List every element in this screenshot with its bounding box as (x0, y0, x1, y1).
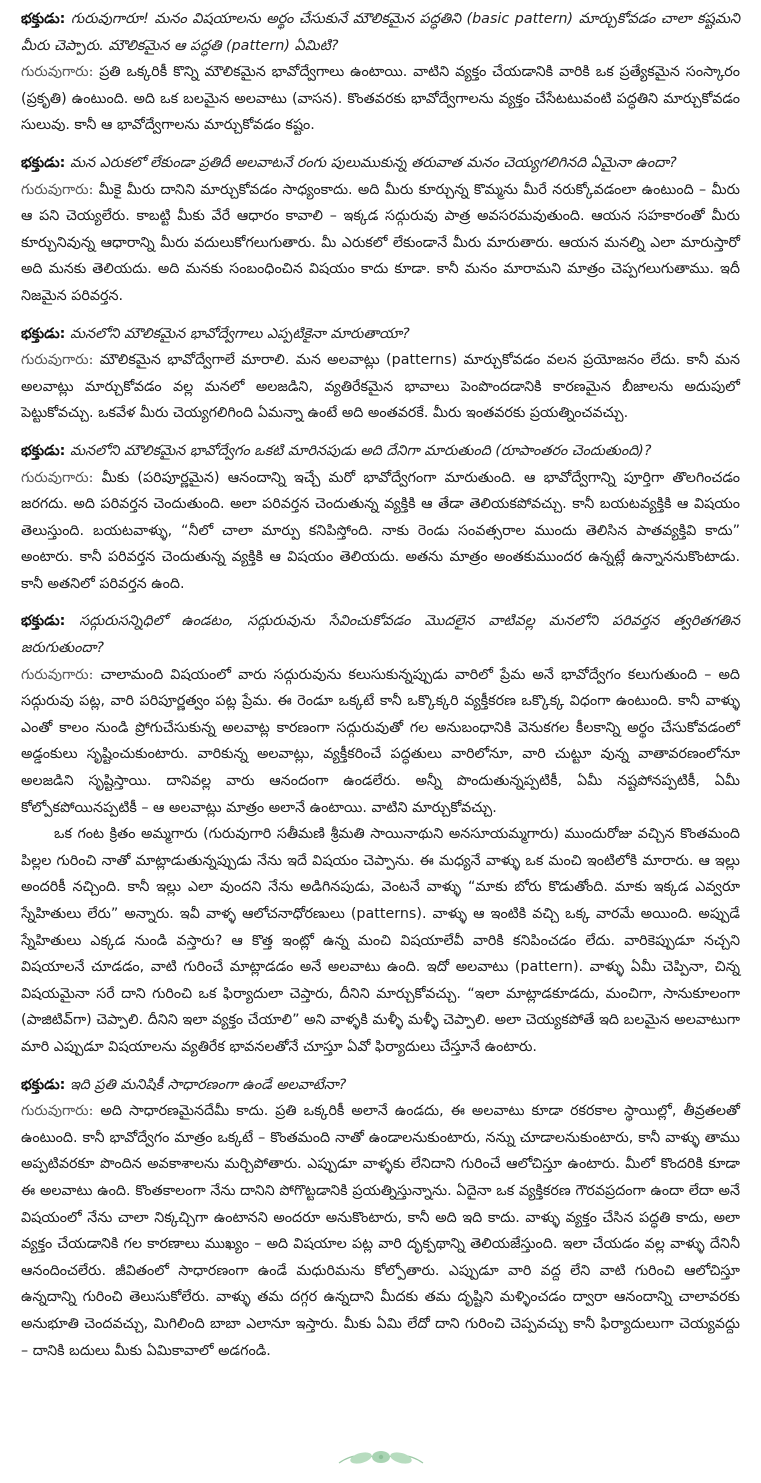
guru-label: గురువుగారు: (21, 1103, 94, 1120)
guru-answer (21, 177, 740, 310)
devotee-label: భక్తుడు: (21, 613, 66, 630)
leaf-ornament-icon (331, 1447, 431, 1471)
qa-section-5 (21, 608, 740, 1060)
devotee-label: భక్తుడు: (21, 442, 66, 459)
guru-answer (21, 347, 740, 427)
question-text: మనలోని మౌలికమైన భావోద్వేగం ఒకటి మారినపుడు అది దేనిగా మారుతుంది (రూపాంతరం చెందుతుంది)? (69, 442, 652, 459)
devotee-label: భక్తుడు: (21, 11, 66, 27)
qa-section-4 (21, 438, 740, 598)
devotee-question (21, 1072, 740, 1099)
devotee-question (21, 150, 740, 177)
guru-label: గురువుగారు: (21, 64, 94, 81)
question-text: సద్గురుసన్నిధిలో ఉండటం, సద్గురువును సేవించుకోవడం మొదలైన వాటివల్ల మనలోని పరివర్తన త్వరితగతిన జరుగుతుందా? (21, 613, 741, 657)
guru-label: గురువుగారు: (21, 181, 94, 198)
guru-label: గురువుగారు: (21, 352, 94, 369)
devotee-label: భక్తుడు: (21, 154, 66, 171)
devotee-label: భక్తుడు: (21, 325, 66, 342)
devotee-question (21, 438, 740, 465)
guru-answer (21, 59, 740, 139)
devotee-question (21, 6, 740, 59)
guru-label: గురువుగారు: (21, 666, 94, 683)
question-text: మనలోని మౌలికమైన భావోద్వేగాలు ఎప్పటికైనా మారుతాయా? (69, 325, 410, 342)
devotee-label: భక్తుడు: (21, 1076, 66, 1093)
answer-text: మీకు (పరిపూర్ణమైన) ఆనందాన్ని ఇచ్చే మరో భావోద్వేగంగా మారుతుంది. ఆ భావోద్వేగాన్ని పూర్తిగా తొలగించడం జరగదు. అది పరివర్తన చెందుతుంది. అలా పరివర్తన చెందుతున్న వ్యక్తికి ఆ తేడా తెలియకపోవచ్చు. కానీ బయటవ్యక్తికి ఆ విషయం తెలుస్తుంది. బయటవాళ్ళు, “నీలో చాలా మార్పు కనిపిస్తోంది. నాకు రెండు సంవత్సరాల ముందు తెలిసిన పాతవ్యక్తివి కాదు” అంటారు. కానీ పరివర్తన చెందుతున్న వ్యక్తికి ఆ విషయం తెలియదు. అతను మాత్రం అంతకుముందర ఉన్నట్లే ఉన్నాననుకొంటాడు. కానీ అతనిలో పరివర్తన ఉంది. (21, 469, 741, 592)
guru-answer (21, 1098, 740, 1364)
qa-section-6 (21, 1072, 740, 1365)
qa-section-2 (21, 150, 740, 310)
qa-section-1 (21, 6, 740, 139)
devotee-question (21, 608, 740, 661)
question-text: మన ఎరుకలో లేకుండా ప్రతిదీ అలవాటనే రంగు పులుముకున్న తరువాత మనం చెయ్యగలిగినది ఏమైనా ఉందా? (69, 154, 677, 171)
guru-label: గురువుగారు: (21, 469, 94, 486)
answer-text: చాలామంది విషయంలో వారు సద్గురువును కలుసుకున్నప్పుడు వారిలో ప్రేమ అనే భావోద్వేగం కలుగుతుంది – అది సద్గురువు పట్ల, వారి పరిపూర్ణత్వం పట్ల ప్రేమ. ఈ రెండూ ఒక్కటే కానీ ఒక్కొక్కరి వ్యక్తీకరణ ఒక్కొక్క విధంగా ఉంటుంది. కానీ వాళ్ళు ఎంతో కాలం నుండి ప్రోగుచేసుకున్న అలవాట్ల కారణంగా సద్గురువుతో గల అనుబంధానికి వెనుకగల కీలకాన్ని అర్థం చేసుకోవడంలో అడ్డంకులు సృష్టించుకుంటారు. వారికున్న అలవాట్లు, వ్యక్తీకరించే పద్ధతులు వారిలోనూ, వారి చుట్టూ వున్న వాతావరణంలోనూ అలజడిని సృష్టిస్తాయి. దానివల్ల వారు ఆనందంగా ఉండలేరు. అన్నీ పొందుతున్నప్పటికీ, ఏమీ నష్టపోనప్పటికీ, ఏమీ కోల్పోకపోయినప్పటికీ – ఆ అలవాట్లు మాత్రం అలానే ఉంటాయి. వాటిని మార్చుకోవచ్చు. (21, 666, 740, 816)
question-text: ఇది ప్రతి మనిషికీ సాధారణంగా ఉండే అలవాటేనా? (69, 1076, 347, 1093)
answer-text: ప్రతి ఒక్కరికీ కొన్ని మౌలికమైన భావోద్వేగాలు ఉంటాయి. వాటిని వ్యక్తం చేయడానికి వారికి ఒక ప్రత్యేకమైన సంస్కారం (ప్రకృతి) ఉంటుంది. అది ఒక బలమైన అలవాటు (వాసన). కొంతవరకు భావోద్వేగాలను వ్యక్తం చేసేటటువంటి పద్ధతిని మార్చుకోవడం సులువు. కానీ ఆ భావోద్వేగాలను మార్చుకోవడం కష్టం. (21, 64, 741, 134)
answer-text: అది సాధారణమైనదేమీ కాదు. ప్రతి ఒక్కరికీ అలానే ఉండదు, ఈ అలవాటు కూడా రకరకాల స్థాయిల్లో, తీవ్రతలతో ఉంటుంది. కానీ భావోద్వేగం మాత్రం ఒక్కటే – కొంతమంది నాతో ఉండాలనుకుంటారు, నన్ను చూడాలనుకుంటారు, కానీ వాళ్ళు తాము అప్పటివరకూ పొందిన అవకాశాలను మర్చిపోతారు. ఎప్పుడూ వాళ్ళకు లేనిదాని గురించే ఆలోచిస్తూ ఉంటారు. మీలో కొందరికి కూడా ఈ అలవాటు ఉంది. కొంతకాలంగా నేను దానిని పోగొట్టడానికి ప్రయత్నిస్తున్నాను. ఏదైనా ఒక వ్యక్తికరణ గౌరవప్రదంగా ఉందా లేదా అనే విషయంలో నేను చాలా నిక్కచ్చిగా ఉంటానని అందరూ అనుకొంటారు, కానీ అది ఇది కాదు. వాళ్ళు వ్యక్తం చేసిన పద్ధతి కాదు, అలా వ్యక్తం చేయడానికి గల కారణాలు ముఖ్యం – అది విషయాల పట్ల వారి దృక్పథాన్ని తెలియజేస్తుంది. ఇలా చేయడం వల్ల వాళ్ళు దేనినీ ఆనందించలేరు. జీవితంలో సాధారణంగా ఉండే మధురిమను కోల్పోతారు. ఎప్పుడూ వారి వద్ద లేని వాటి గురించి ఆలోచిస్తూ ఉన్నదాన్ని గురించి తెలుసుకోలేరు. వాళ్ళు తమ దగ్గర ఉన్నదాని మీదకు తమ దృష్టిని మళ్ళించడం ద్వారా ఆనందాన్ని చాలావరకు అనుభూతి చెందవచ్చు, మిగిలింది బాబా ఎలానూ ఇస్తారు. మీకు ఏమి లేదో దాని గురించి చెప్పవచ్చు కానీ ఫిర్యాదులుగా చెయ్యవద్దు – దానికి బదులు మీకు ఏమికావాలో అడగండి. (21, 1103, 741, 1359)
qa-section-3 (21, 321, 740, 427)
anecdote-paragraph: ఒక గంట క్రితం అమ్మగారు (గురువుగారి సతీమణి శ్రీమతి సాయినాథుని అనసూయమ్మగారు) ముందురోజు వచ్చిన కొంతమంది పిల్లల గురించి నాతో మాట్లాడుతున్నప్పుడు నేను ఇదే విషయం చెప్పాను. ఈ మధ్యనే వాళ్ళు ఒక మంచి ఇంటిలోకి మారారు. ఆ ఇల్లు అందరికీ నచ్చింది. కానీ ఇల్లు ఎలా వుందని నేను అడిగినపుడు, వెంటనే వాళ్ళు “మాకు బోరు కొడుతోంది. మాకు ఇక్కడ ఎవ్వరూ స్నేహితులు లేరు” అన్నారు. ఇవీ వాళ్ళ ఆలోచనాధోరణులు (patterns). వాళ్ళు ఆ ఇంటికి వచ్చి ఒక్క వారమే అయింది. అప్పుడే స్నేహితులు ఎక్కడ నుండి వస్తారు? ఆ కొత్త ఇంట్లో ఉన్న మంచి విషయాలేవీ వారికి కనిపించడం లేదు. వారికెప్పుడూ నచ్చని విషయాలనే చూడడం, వాటి గురించే మాట్లాడడం అనే అలవాటు ఉంది. ఇదో అలవాటు (pattern). వాళ్ళు ఏమీ చెప్పినా, చిన్న విషయమైనా సరే దాని గురించి ఒక ఫిర్యాదులా చెప్తారు, దీనిని మార్చుకోవచ్చు. “ఇలా మాట్లాడకూడదు, మంచిగా, సానుకూలంగా (పాజిటివ్‌గా) చెప్పాలి. దీనిని ఇలా వ్యక్తం చేయాలి” అని వాళ్ళకి మళ్ళీ మళ్ళీ చెప్పాలి. అలా చెయ్యకపోతే ఇది బలమైన అలవాటుగా మారి ఎప్పుడూ విషయాలను వ్యతిరేక భావనలతోనే చూస్తూ ఏవో ఫిర్యాదులు చేస్తూనే ఉంటారు. (21, 826, 740, 1055)
question-text: గురువుగారూ! మనం విషయాలను అర్థం చేసుకునే మౌలికమైన పద్ధతిని (basic pattern) మార్చుకోవడం చాలా కష్టమని మీరు చెప్పారు. మౌలికమైన ఆ పద్ధతి (pattern) ఏమిటి? (21, 11, 741, 54)
answer-text: మీకై మీరు దానిని మార్చుకోవడం సాధ్యంకాదు. అది మీరు కూర్చున్న కొమ్మను మీరే నరుక్కోవడంలా ఉంటుంది – మీరు ఆ పని చెయ్యలేరు. కాబట్టి మీకు వేరే ఆధారం కావాలి – ఇక్కడ సద్గురువు పాత్ర అవసరమవుతుంది. ఆయన సహకారంతో మీరు కూర్చునివున్న ఆధారాన్ని మీరు వదులుకోగలుగుతారు. మీ ఎరుకలో లేకుండానే మీరు మారుతారు. ఆయన మనల్ని ఎలా మారుస్తారో అది మనకు తెలియదు. అది మనకు సంబంధించిన విషయం కాదు కూడా. కానీ మనం మారామని మాత్రం చెప్పగలుగుతాము. ఇదీ నిజమైన పరివర్తన. (21, 181, 741, 304)
guru-answer (21, 465, 740, 598)
devotee-question (21, 321, 740, 348)
answer-text: మౌలికమైన భావోద్వేగాలే మారాలి. మన అలవాట్లు (patterns) మార్చుకోవడం వలన ప్రయోజనం లేదు. కానీ మన అలవాట్లు మార్చుకోవడం వల్ల మనలో అలజడిని, వ్యతిరేకమైన భావాలు పెంపొందడానికి కారణమైన బీజాలను అదుపులో పెట్టుకోవచ్చు. ఒకవేళ మీరు చెయ్యగలిగింది ఏమన్నా ఉంటే అది అంతవరకే. మీరు ఇంతవరకు ప్రయత్నించవచ్చు. (21, 352, 740, 422)
guru-answer (21, 662, 740, 822)
